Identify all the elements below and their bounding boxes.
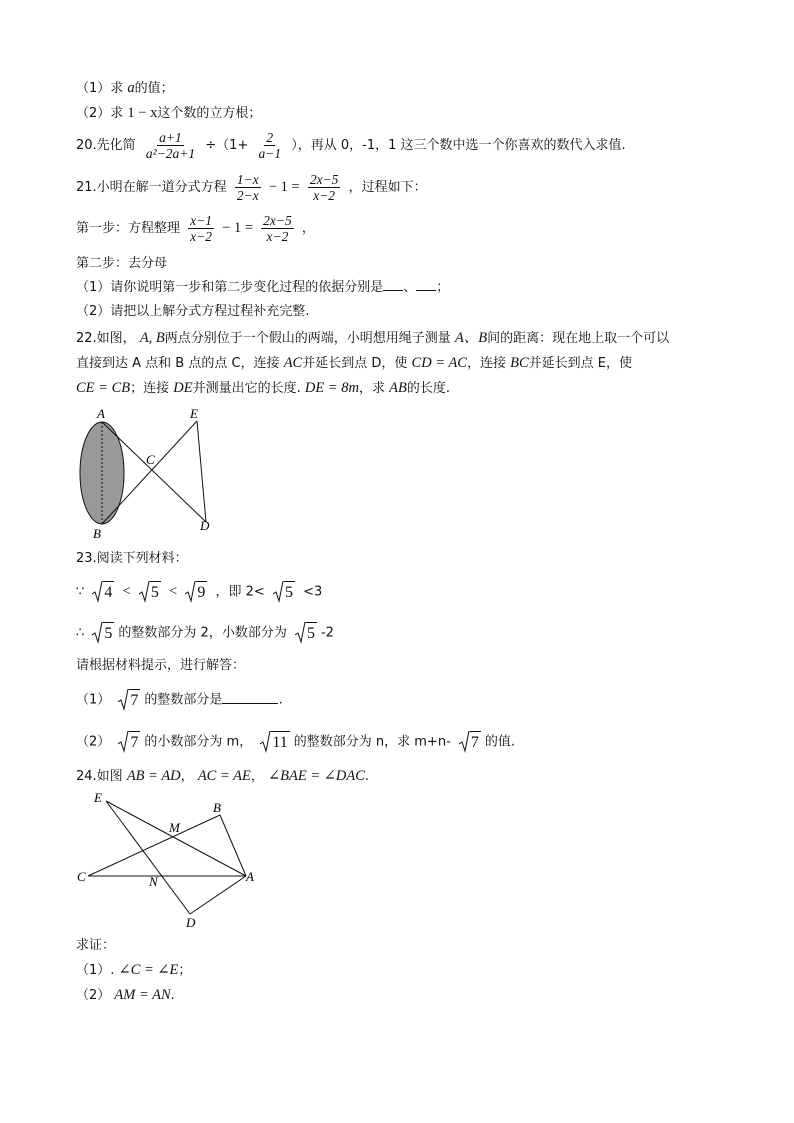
segment-cb [88, 815, 220, 876]
q21-part2: （2）请把以上解分式方程过程补充完整. [76, 304, 310, 319]
label-n: N [149, 874, 158, 889]
sqrt-5: 5 [92, 622, 114, 644]
q22-line1: 22.如图， A, B两点分别位于一个假山的两端，小明想用绳子测量 A、B间的距离：现在地上取一个可以 [76, 330, 670, 346]
q21-statement: 21.小明在解一道分式方程 $\frac{1-x}{2-x}$ − 1 = $\frac{2x-5}{x-2}$ ，过程如下： [76, 172, 427, 203]
sqrt-9: 9 [185, 581, 207, 603]
label-c: C [77, 869, 86, 884]
segment-ba [220, 815, 246, 876]
q23-part1: （1） 7 的整数部分是 . [76, 689, 283, 711]
label-m: M [169, 820, 180, 835]
q23-material-line1: ∵ 4 < 5 < 9 ，即 2< 5 <3 [76, 581, 322, 603]
q21-step2: 第二步：去分母 [76, 256, 168, 271]
q23-instruction: 请根据材料提示，进行解答： [76, 658, 246, 673]
answer-blank[interactable] [416, 290, 436, 291]
q23-material-line2: ∴ 5 的整数部分为 2，小数部分为 5 -2 [76, 622, 334, 644]
label-d: D [186, 915, 196, 930]
sqrt-5: 5 [139, 581, 161, 603]
sqrt-7: 7 [459, 731, 481, 753]
segment-da [190, 876, 246, 914]
label-a: A [97, 406, 105, 421]
q20-fraction-1: $\frac{a+1}{\text{a²−2a+1}}$ [145, 130, 196, 161]
sqrt-7: 7 [118, 689, 140, 711]
label-e: E [94, 790, 102, 805]
sqrt-5: 5 [273, 581, 295, 603]
segment-ed [106, 801, 190, 914]
sqrt-5: 5 [295, 622, 317, 644]
q24-part2: （2） AM = AN. [76, 987, 175, 1003]
q23-title: 23.阅读下列材料： [76, 551, 188, 566]
q24-prove-label: 求证： [76, 938, 116, 953]
label-b: B [93, 526, 101, 541]
q22-line2: 直接到达 A 点和 B 点的点 C，连接 AC并延长到点 D，使 CD = AC，连接 BC并延长到点 E，使 [76, 355, 633, 371]
label-e: E [190, 406, 198, 421]
sqrt-4: 4 [92, 581, 114, 603]
q19-part1: （1）求 a的值； [76, 80, 174, 96]
q21-step1: 第一步：方程整理 $\frac{x-1}{x-2}$ − 1 = $\frac{2x-5}{x-2}$ ， [76, 213, 315, 244]
q24-part1: （1）. ∠C = ∠E； [76, 962, 192, 978]
q22-line3: CE = CB；连接 DE并测量出它的长度. DE = 8m，求 AB的长度. [76, 380, 450, 396]
segment-ea [106, 801, 246, 876]
label-b: B [213, 800, 221, 815]
label-c: C [146, 452, 155, 467]
label-a: A [246, 869, 254, 884]
label-d: D [200, 518, 210, 533]
q21-eq-fraction-1: $\frac{1-x}{2-x}$ [236, 172, 259, 203]
q24-statement: 24.如图 AB = AD， AC = AE， ∠BAE = ∠DAC. [76, 768, 370, 784]
answer-blank[interactable] [383, 290, 403, 291]
sqrt-11: 11 [260, 731, 289, 753]
sqrt-7: 7 [118, 731, 140, 753]
q24-figure [74, 790, 264, 932]
q21-part1: （1）请你说明第一步和第二步变化过程的依据分别是 、 ； [76, 280, 450, 295]
q21-step1-fraction-2: $\frac{2x-5}{x-2}$ [263, 213, 292, 244]
q21-eq-fraction-2: $\frac{2x-5}{x-2}$ [309, 172, 339, 203]
q23-part2: （2） 7 的小数部分为 m， 11 的整数部分为 n，求 m+n- 7 的值. [76, 731, 515, 753]
q20: 20.先化简 $\frac{a+1}{\text{a²−2a+1}}$ ÷（1+ $\frac{2}{a-1}$ ），再从 0，-1，1 这三个数中选一个你喜欢的数代入求值. [76, 130, 626, 161]
q22-figure [74, 402, 224, 544]
q20-fraction-2: $\frac{2}{a-1}$ [258, 130, 282, 161]
segment-ed [197, 421, 206, 522]
q19-part2: （2）求 1 − x这个数的立方根； [76, 105, 262, 121]
answer-blank[interactable] [222, 703, 278, 704]
q21-step1-fraction-1: $\frac{x-1}{x-2}$ [190, 213, 213, 244]
